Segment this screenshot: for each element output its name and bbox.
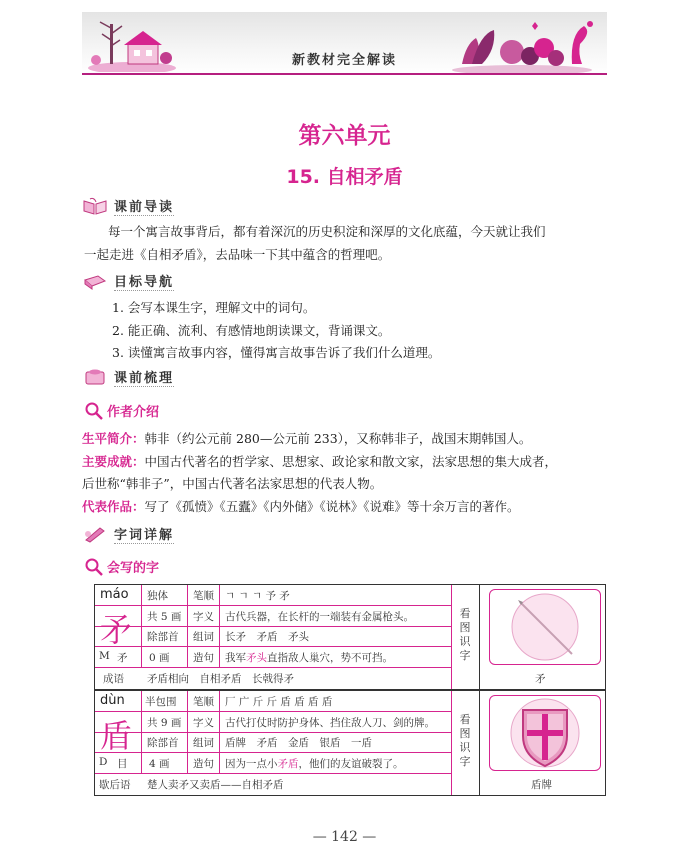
pinyin: máo — [100, 587, 129, 602]
picture-box — [489, 695, 601, 771]
life-text: 韩非（约公元前 280—公元前 233），又称韩非子，战国末期韩国人。 — [144, 431, 532, 446]
card-divider — [95, 626, 451, 627]
book-pencil-icon — [82, 272, 108, 290]
card-divider — [187, 585, 188, 667]
sentence-post: ，他们的友谊破裂了。 — [298, 758, 404, 770]
author-life — [82, 428, 531, 450]
section-goals — [82, 272, 174, 290]
goal-item: 1. 会写本课生字，理解文中的词句。 — [112, 300, 316, 315]
section-summary — [82, 368, 174, 386]
author-achievement-cont: 后世称“韩非子”，中国古代著名法家思想的代表人物。 — [82, 476, 383, 491]
spear-icon — [490, 590, 600, 664]
letter: D — [99, 756, 108, 768]
side-label: 看图识字 — [459, 713, 471, 768]
section-words — [82, 525, 174, 543]
radical-char: 目 — [117, 758, 128, 770]
achievement-text: 中国古代著名的哲学家、思想家、政论家和散文家，法家思想的集大成者， — [144, 454, 558, 469]
idiom-label: 成语 — [103, 673, 124, 685]
unit-title: 第六单元 — [298, 122, 391, 149]
sentence-label: 造句 — [193, 652, 214, 664]
author-achievement — [82, 451, 557, 473]
radical-char: 矛 — [117, 652, 128, 664]
structure: 半包围 — [145, 696, 177, 708]
card-divider — [95, 646, 451, 647]
card-divider — [451, 585, 452, 689]
card-divider — [95, 667, 451, 668]
notebook-icon — [82, 368, 108, 386]
magnifier-icon — [85, 558, 103, 576]
stroke-count: 共 5 画 — [147, 611, 182, 623]
sentence — [225, 756, 404, 771]
stroke-label: 笔顺 — [193, 696, 214, 708]
big-character: 盾 — [100, 717, 133, 755]
pen-icon — [82, 525, 108, 543]
works-text: 写了《孤愤》《五蠹》《内外储》《说林》《说难》等十余万言的著作。 — [144, 499, 520, 514]
header-title: 新教材完全解读 — [291, 53, 397, 68]
extra-strokes: 4 画 — [149, 758, 170, 770]
preview-line-2: 一起走进《自相矛盾》，去品味一下其中蕴含的哲理吧。 — [84, 247, 391, 262]
picture-box — [489, 589, 601, 665]
preview-line-1: 每一个寓言故事背后，都有着深沉的历史积淀和深厚的文化底蕴，今天就让我们 — [108, 224, 546, 239]
meaning-label: 字义 — [193, 717, 214, 729]
sentence-highlight: 矛盾 — [277, 758, 299, 770]
page-number: — 142 — — [312, 829, 377, 845]
section-goals-label: 目标导航 — [114, 271, 174, 291]
card-divider — [95, 752, 451, 753]
radical: 除部首 — [147, 737, 179, 749]
picture-caption: 矛 — [535, 673, 546, 685]
words: 盾牌 矛盾 金盾 银盾 一盾 — [225, 737, 372, 749]
stroke-label: 笔顺 — [193, 590, 214, 602]
author-heading — [85, 401, 159, 420]
magnifier-icon — [85, 402, 103, 420]
card-divider — [187, 691, 188, 773]
card-divider — [141, 691, 142, 773]
write-heading-label: 会写的字 — [107, 561, 160, 576]
sentence-highlight: 矛头 — [246, 652, 267, 664]
big-character: 矛 — [100, 611, 133, 649]
goal-item: 2. 能正确、流利、有感情地朗读课文，背诵课文。 — [112, 323, 391, 338]
card-divider — [219, 585, 220, 667]
card-divider — [95, 711, 451, 712]
stroke-count: 共 9 画 — [147, 717, 182, 729]
card-divider — [479, 691, 480, 795]
char-card-mao — [94, 584, 606, 690]
card-divider — [479, 585, 480, 689]
structure: 独体 — [147, 590, 168, 602]
section-words-label: 字词详解 — [114, 524, 174, 544]
card-divider — [95, 605, 451, 606]
section-preview-label: 课前导读 — [114, 196, 174, 216]
idioms: 楚人卖矛又卖盾——自相矛盾 — [147, 779, 284, 791]
card-divider — [451, 691, 452, 795]
open-book-icon — [82, 197, 108, 215]
sentence-post: 直指敌人巢穴，势不可挡。 — [267, 652, 393, 664]
stroke-order: 厂 广 斤 斤 盾 盾 盾 盾 — [225, 696, 333, 708]
extra-strokes: 0 画 — [149, 652, 170, 664]
char-card-dun — [94, 690, 606, 796]
pinyin: dùn — [100, 693, 125, 708]
goal-item: 3. 读懂寓言故事内容，懂得寓言故事告诉了我们什么道理。 — [112, 345, 441, 360]
shield-icon — [490, 696, 600, 770]
lesson-title: 15. 自相矛盾 — [286, 166, 403, 188]
card-divider — [95, 732, 451, 733]
sentence-label: 造句 — [193, 758, 214, 770]
author-works — [82, 496, 520, 518]
achievement-label: 主要成就： — [82, 454, 145, 469]
card-divider — [95, 773, 451, 774]
life-label: 生平简介： — [82, 431, 145, 446]
author-heading-label: 作者介绍 — [107, 405, 160, 420]
sentence — [225, 650, 393, 665]
radical: 除部首 — [147, 631, 179, 643]
meaning-label: 字义 — [193, 611, 214, 623]
write-heading — [85, 557, 159, 576]
sentence-pre: 因为一点小 — [225, 758, 278, 770]
idioms: 矛盾相向 自相矛盾 长戟得矛 — [147, 673, 294, 685]
meaning: 古代兵器，在长杆的一端装有金属枪头。 — [225, 611, 414, 623]
meaning: 古代打仗时防护身体、挡住敌人刀、剑的牌。 — [225, 717, 435, 729]
header-divider — [82, 73, 607, 75]
sentence-pre: 我军 — [225, 652, 246, 664]
idiom-label: 歇后语 — [99, 779, 131, 791]
words-label: 组词 — [193, 631, 214, 643]
words-label: 组词 — [193, 737, 214, 749]
section-preview — [82, 197, 174, 215]
works-label: 代表作品： — [82, 499, 145, 514]
stroke-order: ㄱ ㄱ ㄱ 予 矛 — [225, 590, 290, 602]
letter: M — [99, 650, 110, 662]
card-divider — [219, 691, 220, 773]
side-label: 看图识字 — [459, 607, 471, 662]
section-summary-label: 课前梳理 — [114, 367, 174, 387]
words: 长矛 矛盾 矛头 — [225, 631, 309, 643]
card-divider — [141, 585, 142, 667]
picture-caption: 盾牌 — [531, 779, 552, 791]
